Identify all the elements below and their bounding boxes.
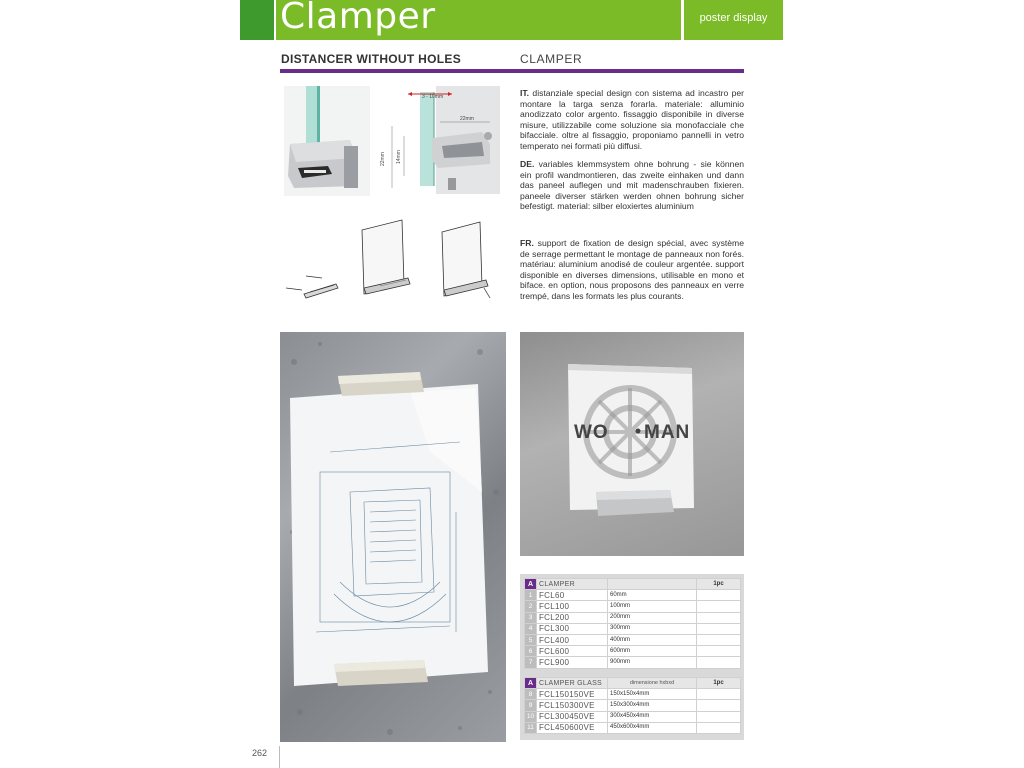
row-index: 5 — [525, 634, 537, 645]
sign-dot — [636, 429, 641, 434]
clamper-table-dim-header — [608, 579, 697, 590]
section-divider — [280, 69, 744, 73]
product-code: FCL400 — [537, 634, 608, 645]
row-index: 2 — [525, 601, 537, 612]
product-dimension: 100mm — [608, 601, 697, 612]
product-code: FCL60 — [537, 590, 608, 601]
category-label: poster display — [699, 12, 768, 24]
depth-label: 22mm — [460, 116, 474, 122]
woman-sign-photo — [520, 332, 744, 556]
product-code: FCL150150VE — [537, 689, 608, 700]
clamper-table-pc-header: 1pc — [697, 579, 741, 590]
inner-height-label: 14mm — [396, 150, 402, 164]
clamper-table-title: CLAMPER — [537, 579, 608, 590]
product-code: FCL150300VE — [537, 700, 608, 711]
row-index: 1 — [525, 590, 537, 601]
clamper-glass-table-letter: A — [525, 678, 537, 689]
product-heading: CLAMPER — [520, 52, 583, 66]
product-dimension: 900mm — [608, 657, 697, 668]
clamper-table — [524, 578, 741, 669]
product-code: FCL450600VE — [537, 722, 608, 733]
product-code: FCL600 — [537, 646, 608, 657]
table-row — [525, 646, 741, 657]
table-row — [525, 623, 741, 634]
thickness-label: 3 - 10mm — [422, 94, 444, 100]
header-category-block — [684, 0, 783, 40]
description-french — [520, 238, 744, 302]
table-row — [525, 634, 741, 645]
product-dimension: 60mm — [608, 590, 697, 601]
table-row — [525, 700, 741, 711]
clamper-table-letter: A — [525, 579, 537, 590]
clamper-glass-table-pc-header: 1pc — [697, 678, 741, 689]
sign-text-right: MAN — [644, 422, 691, 443]
row-index: 4 — [525, 623, 537, 634]
price-cell — [697, 722, 741, 733]
row-index: 10 — [525, 711, 537, 722]
table-row — [525, 722, 741, 733]
desc-text-de: variables klemmsystem ohne bohrung - sie können ein profil wandmontieren, das zweite einhaken und dann das paneel auflegen und mit madenschrauben fixieren. paneele diverser stärken werden ohnen bohrung sicher befestigt. material: silber eloxiertes aluminium — [520, 159, 744, 212]
table-row — [525, 689, 741, 700]
clamper-glass-table — [524, 677, 741, 734]
page-number-divider — [279, 746, 280, 768]
price-cell — [697, 590, 741, 601]
clamper-closeup-image — [284, 86, 370, 196]
price-cell — [697, 646, 741, 657]
header-title-block — [276, 0, 681, 40]
clamper-table-header — [525, 579, 741, 590]
price-cell — [697, 634, 741, 645]
poster-display-scene — [280, 332, 506, 742]
section-heading: DISTANCER WITHOUT HOLES — [281, 52, 462, 66]
assembly-drawings — [284, 218, 500, 302]
page-number: 262 — [252, 748, 268, 758]
product-dimension: 200mm — [608, 612, 697, 623]
clamper-technical-drawing — [378, 86, 500, 204]
clamper-glass-table-header — [525, 678, 741, 689]
page-title: Clamper — [280, 0, 436, 37]
row-index: 9 — [525, 700, 537, 711]
table-row — [525, 612, 741, 623]
row-index: 8 — [525, 689, 537, 700]
header-bar — [240, 0, 783, 40]
price-cell — [697, 711, 741, 722]
product-dimension: 150x150x4mm — [608, 689, 697, 700]
table-row — [525, 590, 741, 601]
product-dimension: 150x300x4mm — [608, 700, 697, 711]
desc-lang-it: IT. — [520, 88, 530, 98]
product-dimension: 400mm — [608, 634, 697, 645]
woman-sign-scene — [520, 332, 744, 556]
product-dimension: 450x600x4mm — [608, 722, 697, 733]
table-row — [525, 657, 741, 668]
product-code: FCL300450VE — [537, 711, 608, 722]
price-cell — [697, 689, 741, 700]
product-code: FCL300 — [537, 623, 608, 634]
price-cell — [697, 623, 741, 634]
product-dimension: 600mm — [608, 646, 697, 657]
desc-lang-fr: FR. — [520, 238, 534, 248]
product-dimension: 300x450x4mm — [608, 711, 697, 722]
row-index: 11 — [525, 722, 537, 733]
clamper-glass-table-dim-header: dimensione hxbxd — [608, 678, 697, 689]
price-cell — [697, 612, 741, 623]
description-italian — [520, 88, 744, 152]
table-row — [525, 601, 741, 612]
clamper-glass-table-title: CLAMPER GLASS — [537, 678, 608, 689]
price-cell — [697, 601, 741, 612]
header-accent-block — [240, 0, 274, 40]
row-index: 6 — [525, 646, 537, 657]
outer-height-label: 22mm — [380, 152, 386, 166]
row-index: 3 — [525, 612, 537, 623]
price-cell — [697, 700, 741, 711]
desc-lang-de: DE. — [520, 159, 535, 169]
desc-text-it: distanziale special design con sistema ad incastro per montare la targa senza forarla. materiale: alluminio anodizzato color argento. fissaggio disponibile in diverse misure, utilizzabile come soluzione sia monofacciale che bifacciale. oltre al fissaggio, proponiamo pannelli in vetro temperato nei formati più diffusi. — [520, 88, 744, 151]
product-code: FCL100 — [537, 601, 608, 612]
product-code: FCL900 — [537, 657, 608, 668]
description-german — [520, 159, 744, 212]
product-dimension: 300mm — [608, 623, 697, 634]
row-index: 7 — [525, 657, 537, 668]
table-row — [525, 711, 741, 722]
desc-text-fr: support de fixation de design spécial, avec système de serrage permettant le montage de panneaux non forés. matériau: aluminium anodisé de couleur argentée. support disponible en diverses dimensions, utilisable en mono et biface. en option, nous proposons des panneaux en verre trempé, dans les formats les plus courants. — [520, 238, 745, 301]
product-code: FCL200 — [537, 612, 608, 623]
price-cell — [697, 657, 741, 668]
product-tables — [520, 574, 744, 740]
poster-display-photo — [280, 332, 506, 742]
sign-text-left: WO — [574, 422, 609, 443]
